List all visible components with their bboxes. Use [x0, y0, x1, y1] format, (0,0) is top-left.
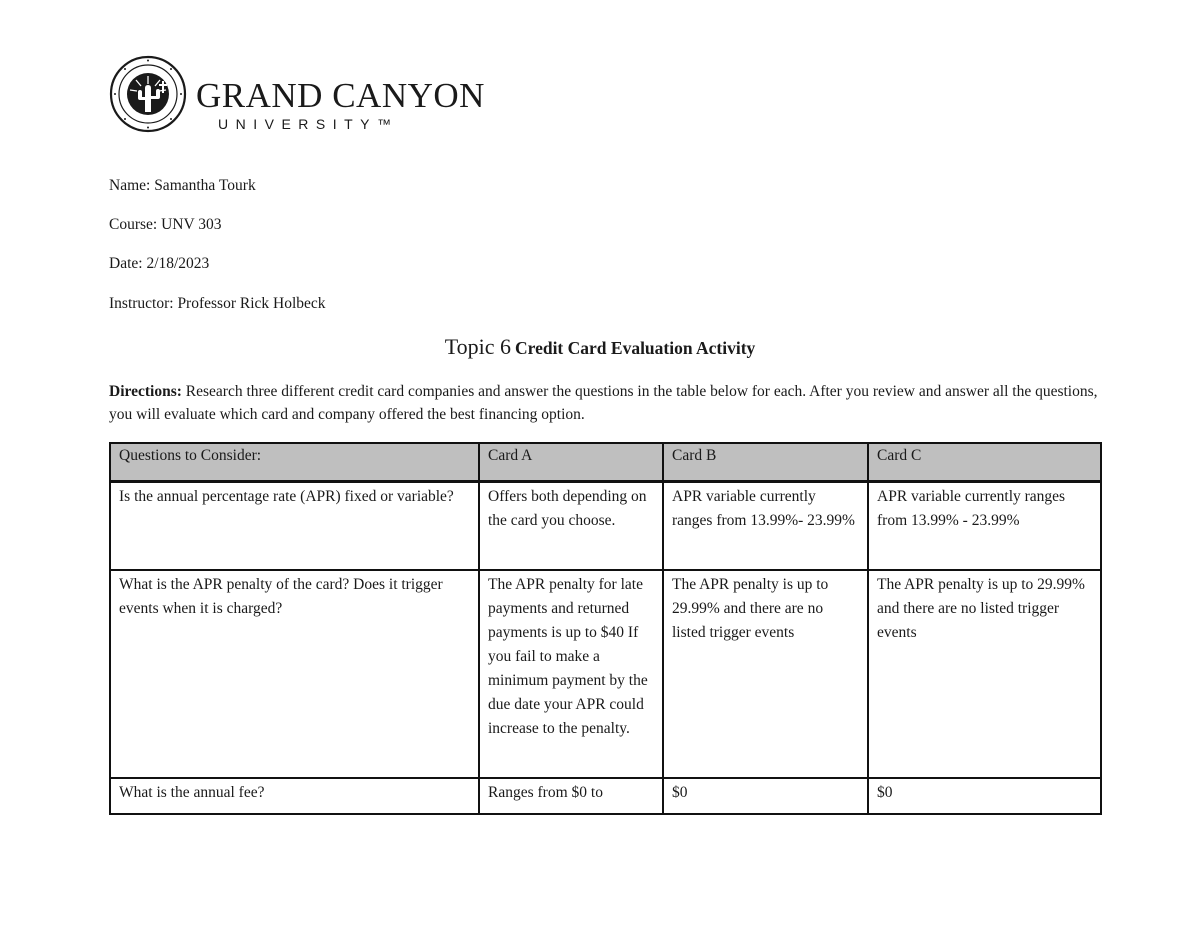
card-b-cell: APR variable currently ranges from 13.99%- 23.99% — [663, 482, 868, 571]
header-card-c: Card C — [868, 443, 1101, 482]
logo-sub-line: UNIVERSITY™ — [218, 116, 399, 132]
card-b-cell: The APR penalty is up to 29.99% and there are no listed trigger events — [663, 570, 868, 778]
table-header-row — [110, 443, 1101, 482]
card-b-cell: $0 — [663, 778, 868, 814]
title-activity: Credit Card Evaluation Activity — [514, 338, 756, 358]
date-line: Date: 2/18/2023 — [109, 255, 210, 272]
card-c-cell: $0 — [868, 778, 1101, 814]
question-cell: What is the APR penalty of the card? Does it trigger events when it is charged? — [110, 570, 479, 778]
directions-text: Research three different credit card companies and answer the questions in the table below for each. After you review and answer all the questions, you will evaluate which card and company offered the best financing option. — [109, 383, 1098, 423]
header-card-a: Card A — [479, 443, 663, 482]
card-c-cell: The APR penalty is up to 29.99% and there are no listed trigger events — [868, 570, 1101, 778]
card-a-cell: Ranges from $0 to — [479, 778, 663, 814]
header-questions: Questions to Consider: — [110, 443, 479, 482]
card-c-cell: APR variable currently ranges from 13.99% - 23.99% — [868, 482, 1101, 571]
student-name: Name: Samantha Tourk — [109, 177, 256, 194]
university-logo — [108, 54, 488, 138]
university-seal-icon — [108, 54, 188, 134]
table-row — [110, 482, 1101, 571]
evaluation-table — [109, 442, 1102, 815]
header-card-b: Card B — [663, 443, 868, 482]
logo-name-line: GRAND CANYON — [196, 76, 485, 115]
table-row — [110, 778, 1101, 814]
card-a-cell: Offers both depending on the card you choose. — [479, 482, 663, 571]
page-title — [0, 334, 1200, 360]
question-cell: Is the annual percentage rate (APR) fixed or variable? — [110, 482, 479, 571]
card-a-cell: The APR penalty for late payments and returned payments is up to $40 If you fail to make a minimum payment by the due date your APR could increase to the penalty. — [479, 570, 663, 778]
course-line: Course: UNV 303 — [109, 216, 222, 233]
question-cell: What is the annual fee? — [110, 778, 479, 814]
directions-paragraph — [109, 380, 1099, 426]
instructor-line: Instructor: Professor Rick Holbeck — [109, 295, 326, 312]
title-topic: Topic 6 — [444, 334, 511, 359]
directions-label: Directions: — [109, 383, 182, 400]
table-row — [110, 570, 1101, 778]
